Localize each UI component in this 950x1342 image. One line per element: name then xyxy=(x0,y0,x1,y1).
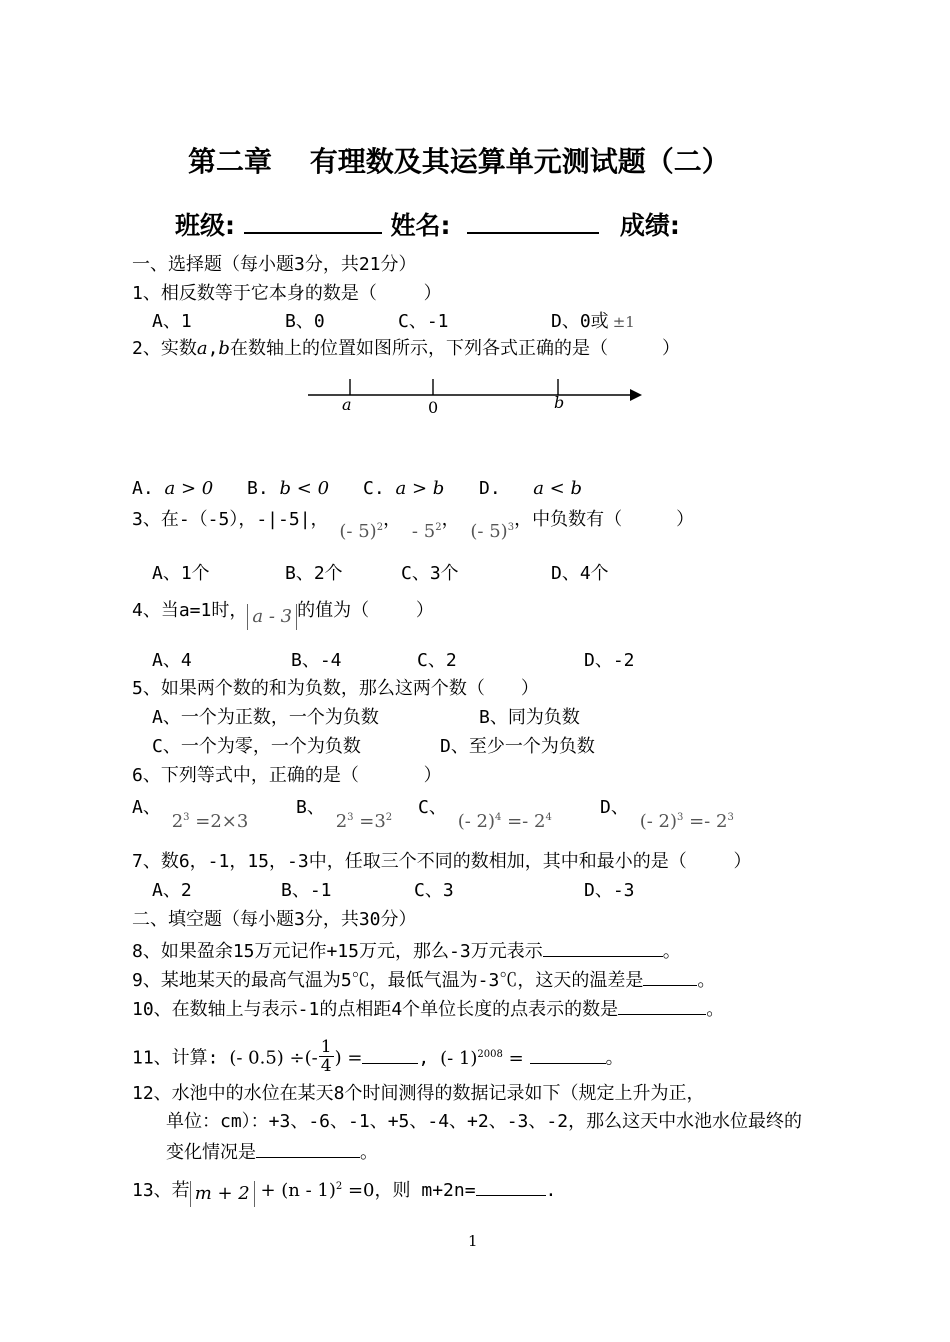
q6-option-c-label: C、 xyxy=(418,797,447,818)
q2-option-d-label: D. xyxy=(479,478,501,499)
page-title: 第二章 有理数及其运算单元测试题（二） xyxy=(188,145,730,178)
q2-option-a[interactable] xyxy=(132,478,213,500)
q2-var-a: a xyxy=(196,338,208,359)
q3-stem: 3、在-（-5），-|-5|， (- 5)$^2$， - $5^2$， (- 5)$^3$，中负数有（ ） xyxy=(132,509,695,542)
q6-option-c-math xyxy=(458,811,552,832)
q6-a-rest: =2×3 xyxy=(189,811,249,832)
q6-b-rest: =3 xyxy=(353,811,386,832)
q1-option-d-text: D、0或 xyxy=(551,311,609,332)
q11-exp: 2008 xyxy=(477,1048,503,1060)
q6-d-exp-2: 3 xyxy=(727,812,734,823)
q5-stem: 5、如果两个数的和为负数，那么这两个数（ ） xyxy=(132,678,539,699)
q3-expr-2-base: - 5 xyxy=(411,521,436,542)
q6-b-base: 2 xyxy=(335,811,348,832)
q11-expr-3-base: (- 1) xyxy=(440,1047,478,1069)
q13-expr-2 xyxy=(255,1180,375,1201)
q2-option-b[interactable] xyxy=(247,478,329,500)
q11-expr-3 xyxy=(440,1048,524,1069)
q11-expr-2: ) = xyxy=(334,1047,363,1069)
q6-a-exp: 3 xyxy=(183,812,190,823)
q12-end: 。 xyxy=(360,1142,378,1163)
q1-option-b[interactable]: B、0 xyxy=(285,311,325,332)
q6-option-d-label: D、 xyxy=(600,797,629,818)
q5-option-c[interactable]: C、一个为零，一个为负数 xyxy=(152,736,361,757)
q4-stem-pre: 4、当a=1时， xyxy=(132,600,248,621)
number-line-figure xyxy=(300,372,650,418)
q2-var-b: b xyxy=(218,338,230,359)
q6-option-d-math xyxy=(640,811,734,832)
q6-option-b[interactable] xyxy=(296,797,393,832)
q11-end: 。 xyxy=(605,1047,624,1069)
q13-end: . xyxy=(545,1180,557,1201)
q6-d-base: (- 2) xyxy=(639,811,677,832)
q11-frac-den: 4 xyxy=(320,1056,332,1076)
q2-option-c-math: a > b xyxy=(395,478,445,499)
q11-answer-blank-1[interactable] xyxy=(362,1045,418,1064)
q6-b-exp-1: 3 xyxy=(347,812,354,823)
q13-prefix: 13、若 xyxy=(132,1180,190,1201)
q11-expr-1: (- 0.5) ÷(- xyxy=(229,1047,318,1069)
number-line-arrow xyxy=(630,389,642,401)
axis-label-a: a xyxy=(342,395,352,414)
q2-option-b-math: b < 0 xyxy=(279,478,330,499)
q4-option-c[interactable]: C、2 xyxy=(417,650,457,671)
q6-c-exp-2: 4 xyxy=(545,812,552,823)
q1-stem: 1、相反数等于它本身的数是（ ） xyxy=(132,283,442,304)
q9-answer-blank[interactable] xyxy=(643,967,697,986)
q3-expr-2-exp: 2 xyxy=(435,522,442,533)
q1-option-d[interactable] xyxy=(551,311,635,333)
q8-end: 。 xyxy=(662,941,681,962)
q6-option-a-math xyxy=(172,811,249,832)
q2-stem-post: 在数轴上的位置如图所示，下列各式正确的是（ ） xyxy=(229,338,680,359)
q2-option-a-math: a > 0 xyxy=(164,478,214,499)
q12-line-2: 单位：cm）：+3、-6、-1、+5、-4、+2、-3、-2，那么这天中水池水位最终的 xyxy=(166,1111,803,1132)
q12-line-3-text: 变化情况是 xyxy=(166,1142,256,1163)
q12-line-3 xyxy=(166,1139,378,1164)
q9-text: 9、某地某天的最高气温为5℃，最低气温为-3℃，这天的温差是 xyxy=(132,970,644,991)
section-1-heading: 一、选择题（每小题3分，共21分） xyxy=(132,254,417,275)
q1-option-d-math: ±1 xyxy=(612,313,635,331)
q5-option-d[interactable]: D、至少一个为负数 xyxy=(440,736,595,757)
q11-prefix: 11、计算: xyxy=(132,1047,219,1069)
q11-frac-num: 1 xyxy=(320,1037,332,1057)
q3-expr-3 xyxy=(470,521,514,542)
q3-expr-1 xyxy=(339,521,383,542)
q6-option-b-math xyxy=(336,811,392,832)
q10-text: 10、在数轴上与表示-1的点相距4个单位长度的点表示的数是 xyxy=(132,999,619,1020)
q7-option-d[interactable]: D、-3 xyxy=(584,880,635,901)
q4-stem xyxy=(132,598,434,627)
q6-b-exp-2: 2 xyxy=(385,812,393,823)
q4-option-d[interactable]: D、-2 xyxy=(584,650,635,671)
class-label: 班级: xyxy=(175,211,235,240)
q7-option-b[interactable]: B、-1 xyxy=(281,880,332,901)
q6-c-exp-1: 4 xyxy=(495,812,502,823)
q10-end: 。 xyxy=(706,999,725,1020)
q8-text: 8、如果盈余15万元记作+15万元，那么-3万元表示 xyxy=(132,941,543,962)
q2-sep: , xyxy=(207,338,219,359)
q12-line-1: 12、水池中的水位在某天8个时间测得的数据记录如下（规定上升为正， xyxy=(132,1083,705,1104)
q6-d-exp-1: 3 xyxy=(677,812,684,823)
name-label: 姓名: xyxy=(390,211,451,240)
class-field[interactable] xyxy=(244,208,382,234)
q7-stem: 7、数6，-1，15，-3中，任取三个不同的数相加，其中和最小的是（ ） xyxy=(132,851,752,872)
q6-stem: 6、下列等式中，正确的是（ ） xyxy=(132,765,442,786)
axis-label-b: b xyxy=(554,393,565,412)
q11-answer-blank-2[interactable] xyxy=(530,1045,606,1064)
q4-option-b[interactable]: B、-4 xyxy=(291,650,342,671)
q4-option-a[interactable]: A、4 xyxy=(152,650,192,671)
q2-option-c[interactable] xyxy=(363,478,444,500)
q9-end: 。 xyxy=(697,970,716,991)
q1-option-c[interactable]: C、-1 xyxy=(398,311,449,332)
q2-option-d-math: a < b xyxy=(533,478,582,499)
q2-stem-pre: 2、实数 xyxy=(132,338,197,359)
q2-option-c-label: C. xyxy=(363,478,385,499)
q6-c-base: (- 2) xyxy=(457,811,495,832)
q11-expr-4: = xyxy=(502,1047,524,1069)
q11 xyxy=(132,1037,624,1077)
q4-stem-post: 的值为（ ） xyxy=(297,600,434,621)
q9 xyxy=(132,967,715,992)
q11-separator: , xyxy=(418,1047,430,1069)
q13-abs-expr: m + 2 xyxy=(190,1181,255,1207)
q8-answer-blank[interactable] xyxy=(543,938,663,957)
axis-label-0: 0 xyxy=(428,398,439,417)
q2-option-d[interactable] xyxy=(479,478,582,500)
q3-option-c[interactable]: C、3个 xyxy=(401,563,459,584)
q7-option-a[interactable]: A、2 xyxy=(152,880,192,901)
q6-option-c[interactable] xyxy=(418,797,552,832)
q2-option-a-label: A. xyxy=(132,478,154,499)
q1-option-a[interactable]: A、1 xyxy=(152,311,192,332)
q13-expr-2-base: + (n - 1) xyxy=(254,1180,336,1201)
q13-expr-3: =0 xyxy=(342,1180,375,1201)
student-info-row xyxy=(175,208,680,241)
q3-option-b[interactable]: B、2个 xyxy=(285,563,343,584)
section-2-heading: 二、填空题（每小题3分，共30分） xyxy=(132,909,417,930)
q6-option-a[interactable] xyxy=(132,797,249,832)
q6-d-rest: =- 2 xyxy=(683,811,728,832)
q6-option-b-label: B、 xyxy=(296,797,325,818)
q6-a-base: 2 xyxy=(171,811,184,832)
q6-option-a-label: A、 xyxy=(132,797,161,818)
q3-stem-post: ，中负数有（ ） xyxy=(514,509,695,530)
score-label: 成绩: xyxy=(619,211,680,240)
q10 xyxy=(132,996,724,1021)
q3-expr-3-exp: 3 xyxy=(507,522,515,533)
q10-answer-blank[interactable] xyxy=(618,996,706,1015)
q8 xyxy=(132,938,681,963)
q5-option-a[interactable]: A、一个为正数，一个为负数 xyxy=(152,707,379,728)
q2-stem xyxy=(132,338,680,360)
q3-expr-1-exp: 2 xyxy=(376,522,384,533)
q3-expr-3-base: (- 5) xyxy=(470,521,508,542)
q12-answer-blank[interactable] xyxy=(256,1139,360,1158)
q13-answer-blank[interactable] xyxy=(476,1177,546,1196)
q5-option-b[interactable]: B、同为负数 xyxy=(479,707,580,728)
q4-abs-expr: a - 3 xyxy=(247,604,297,630)
q3-expr-2 xyxy=(412,521,442,542)
q7-option-c[interactable]: C、3 xyxy=(414,880,454,901)
q3-option-d[interactable]: D、4个 xyxy=(551,563,609,584)
q6-option-d[interactable] xyxy=(600,797,734,832)
q3-option-a[interactable]: A、1个 xyxy=(152,563,210,584)
q6-c-rest: =- 2 xyxy=(501,811,546,832)
q2-option-b-label: B. xyxy=(247,478,269,499)
q11-fraction xyxy=(319,1038,334,1075)
name-field[interactable] xyxy=(467,208,599,234)
q13-mid: ，则 m+2n= xyxy=(374,1180,476,1201)
page-number: 1 xyxy=(468,1232,478,1250)
q3-expr-1-base: (- 5) xyxy=(339,521,377,542)
q13-exp: 2 xyxy=(335,1181,343,1192)
q13 xyxy=(132,1177,556,1204)
q3-stem-pre: 3、在-（-5），-|-5|， xyxy=(132,509,329,530)
